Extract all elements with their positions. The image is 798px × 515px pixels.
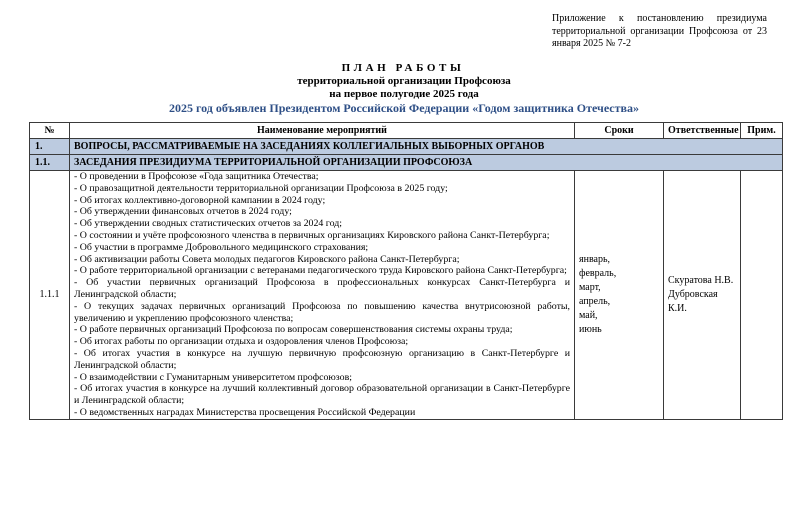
list-item: - О работе территориальной организации с ветеранами педагогического труда Кировского района Санкт-Петербурга;	[74, 265, 567, 277]
section-number: 1.1.	[30, 155, 70, 171]
notes-cell	[741, 171, 783, 420]
list-item: - О проведении в Профсоюзе «Года защитника Отечества;	[74, 171, 319, 182]
title-block	[0, 62, 798, 115]
plan-title: ПЛАН РАБОТЫ	[341, 62, 465, 74]
row-number: 1.1.1	[30, 171, 70, 420]
list-item: - Об утверждении финансовых отчетов в 2024 году;	[74, 206, 292, 218]
responsible-person: Скуратова Н.В.	[668, 274, 734, 286]
deadline-month: апрель,	[579, 295, 611, 307]
list-item: - Об активизации работы Совета молодых педагогов Кировского района Санкт-Петербурга;	[74, 253, 460, 265]
section-title: ЗАСЕДАНИЯ ПРЕЗИДИУМА ТЕРРИТОРИАЛЬНОЙ ОРГАНИЗАЦИИ ПРОФСОЮЗА	[70, 155, 783, 171]
deadline-month: июнь	[579, 323, 602, 335]
list-item: - Об итогах работы по организации отдыха и оздоровления членов Профсоюза;	[74, 336, 409, 348]
header-deadlines: Сроки	[575, 123, 664, 139]
section-row-1-1	[30, 155, 783, 171]
list-item: - Об итогах участия в конкурсе на лучшую первичную профсоюзную организацию в Санкт-Петербурге и Ленинградской области;	[74, 347, 570, 371]
deadlines-cell	[575, 171, 664, 420]
deadline-month: март,	[579, 281, 601, 293]
list-item: - О правозащитной деятельности территориальной организации Профсоюза в 2025 году;	[74, 182, 448, 194]
list-item: - О текущих задачах первичных организаций Профсоюза по повышению качества внутрисоюзной работы, увеличению и укреплению профсоюзного членства;	[74, 300, 570, 324]
plan-subtitle-org: территориальной организации Профсоюза	[297, 75, 511, 87]
event-list-cell	[70, 171, 575, 420]
plan-subtitle-period: на первое полугодие 2025 года	[329, 88, 479, 100]
header-responsible: Ответственные	[664, 123, 741, 139]
table-row	[30, 171, 783, 420]
table-header-row	[30, 123, 783, 139]
section-row-1	[30, 139, 783, 155]
header-event-name: Наименование мероприятий	[70, 123, 575, 139]
list-item: - О работе первичных организаций Профсоюза по вопросам совершенствования системы охраны труда;	[74, 324, 513, 336]
section-number: 1.	[30, 139, 70, 155]
list-item: - Об утверждении сводных статистических отчетов за 2024 год;	[74, 218, 343, 230]
list-item: - Об итогах коллективно-договорной кампании в 2024 году;	[74, 194, 326, 206]
deadline-month: январь,	[579, 253, 611, 265]
list-item: - Об итогах участия в конкурсе на лучший коллективный договор образовательной организации в Санкт-Петербурге и Ленинградской области;	[74, 383, 570, 407]
deadline-month: май,	[579, 309, 598, 321]
list-item: - Об участии в программе Добровольного медицинского страхования;	[74, 241, 369, 253]
annex-note: Приложение к постановлению президиума территориальной организации Профсоюза от 23 января 2025 № 7-2	[552, 13, 767, 49]
deadline-month: февраль,	[579, 267, 617, 279]
plan-table	[29, 122, 783, 420]
header-notes: Прим.	[741, 123, 783, 139]
list-item: - О взаимодействии с Гуманитарным университетом профсоюзов;	[74, 371, 352, 383]
section-title: ВОПРОСЫ, РАССМАТРИВАЕМЫЕ НА ЗАСЕДАНИЯХ КОЛЛЕГИАЛЬНЫХ ВЫБОРНЫХ ОРГАНОВ	[70, 139, 783, 155]
responsible-person: Дубровская К.И.	[668, 288, 718, 314]
list-item: - О ведомственных наградах Министерства просвещения Российской Федерации	[74, 406, 416, 418]
responsible-cell	[664, 171, 741, 420]
list-item: - О состоянии и учёте профсоюзного членства в первичных организациях Кировского района Санкт-Петербурга;	[74, 229, 550, 241]
list-item: - Об участии первичных организаций Профсоюза в профессиональных конкурсах Санкт-Петербурга и Ленинградской области;	[74, 277, 570, 300]
header-number: №	[30, 123, 70, 139]
year-announcement: 2025 год объявлен Президентом Российской Федерации «Годом защитника Отечества»	[169, 101, 639, 115]
